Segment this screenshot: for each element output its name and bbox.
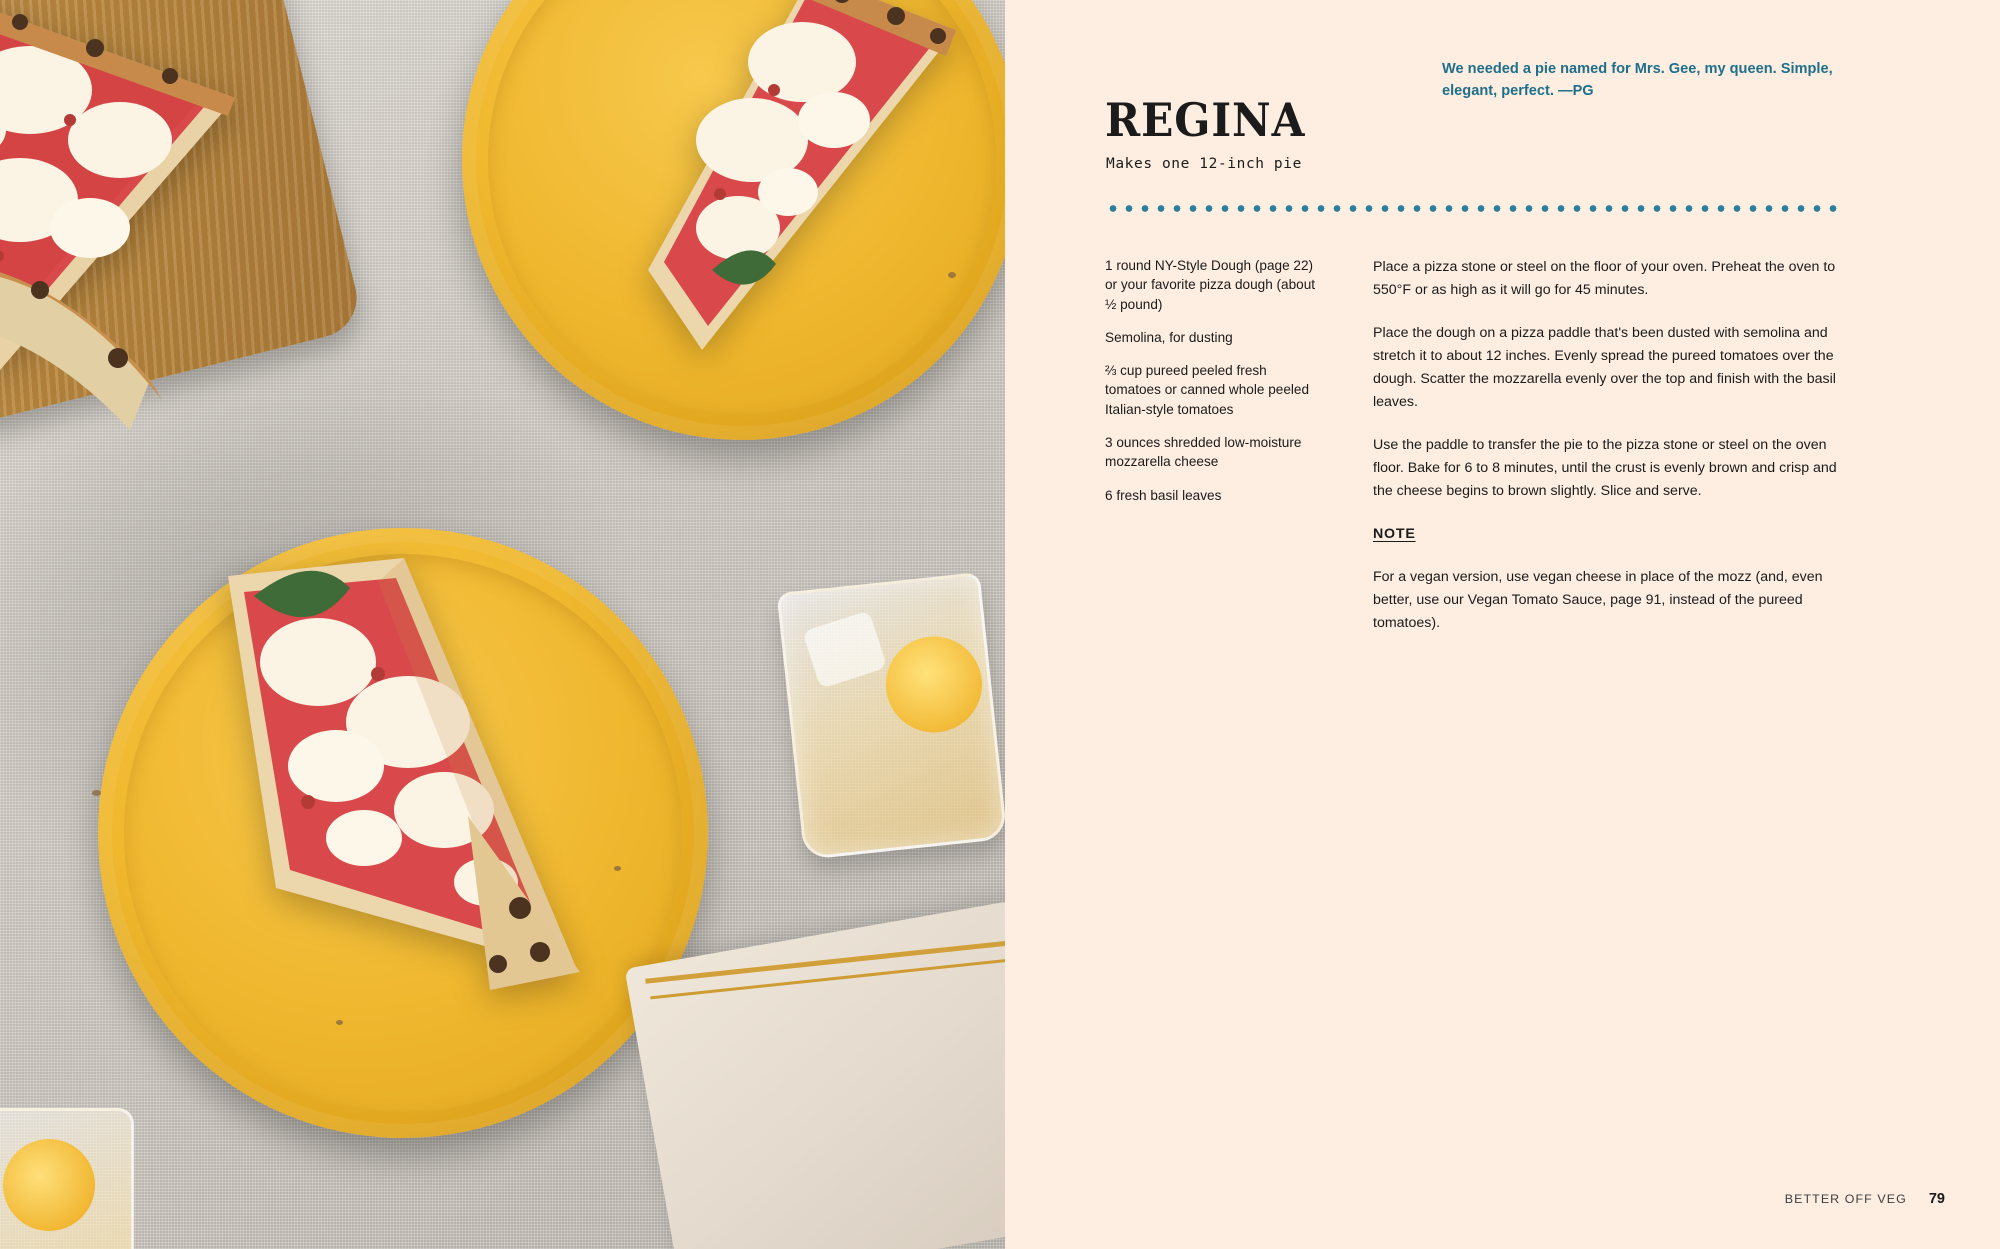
blurb-text: We needed a pie named for Mrs. Gee, my queen. Simple, elegant, perfect. xyxy=(1442,61,1833,100)
lemon-slice-secondary xyxy=(3,1139,95,1231)
pizza-crust-edge xyxy=(0,230,210,460)
instruction-step: Place the dough on a pizza paddle that's been dusted with semolina and stretch it to about 12 inches. Evenly spread the pureed tomatoes over the dough. Scatter the mozzarella evenly over the top and finish with the basil leaves. xyxy=(1373,325,1836,410)
pizza-slice-bottom-plate xyxy=(168,552,668,1052)
crumb xyxy=(336,1020,343,1025)
crumb xyxy=(614,866,621,871)
ingredients-list xyxy=(1105,256,1320,519)
ingredient-item: 3 ounces shredded low-moisture mozzarella cheese xyxy=(1105,435,1302,470)
lemon-slice xyxy=(877,628,991,742)
book-title: BETTER OFF VEG xyxy=(1784,1192,1907,1206)
ice-cube xyxy=(802,610,887,689)
instruction-step: Place a pizza stone or steel on the floor of your oven. Preheat the oven to 550°F or as high as it will go for 45 minutes. xyxy=(1373,259,1836,298)
blurb-attribution: —PG xyxy=(1557,83,1594,100)
recipe-blurb xyxy=(1442,58,1837,102)
page-number: 79 xyxy=(1928,1191,1945,1207)
pizza-slice-top-plate xyxy=(552,0,972,390)
ingredient-item: ⅔ cup pureed peeled fresh tomatoes or canned whole peeled Italian-style tomatoes xyxy=(1105,363,1310,417)
note-heading: NOTE xyxy=(1373,526,1416,542)
instructions xyxy=(1373,256,1845,655)
ingredient-item: 6 fresh basil leaves xyxy=(1105,487,1222,503)
ingredient-item: 1 round NY-Style Dough (page 22) or your favorite pizza dough (about ½ pound) xyxy=(1105,258,1316,312)
page-title: REGINA xyxy=(1105,92,1306,147)
ingredient-item: Semolina, for dusting xyxy=(1105,329,1233,345)
crumb xyxy=(92,790,101,796)
instruction-step: Use the paddle to transfer the pie to the pizza stone or steel on the oven floor. Bake for 6 to 8 minutes, until the crust is evenly brown and crisp and the cheese begins to brown slightly. Slice and serve. xyxy=(1373,437,1837,499)
recipe-yield: Makes one 12-inch pie xyxy=(1106,156,1302,172)
crumb xyxy=(948,272,956,278)
page-footer xyxy=(1785,1191,1945,1207)
dotted-divider xyxy=(1105,205,1845,212)
drinking-glass-with-lemon xyxy=(777,572,1005,860)
recipe-page xyxy=(1005,0,2000,1249)
second-drinking-glass xyxy=(0,1108,134,1249)
note-body: For a vegan version, use vegan cheese in place of the mozz (and, even better, use our Vegan Tomato Sauce, page 91, instead of the pureed tomatoes). xyxy=(1373,569,1823,631)
